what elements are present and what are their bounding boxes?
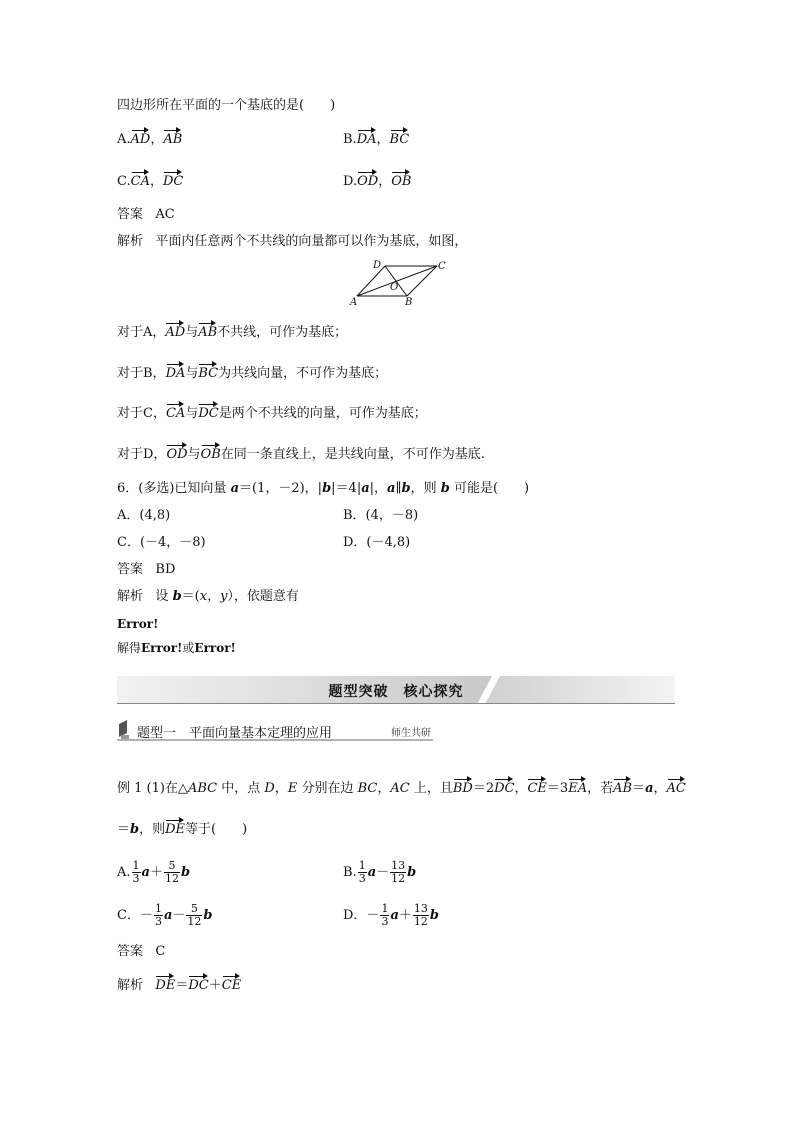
- analysis-line: [117, 234, 467, 250]
- q6-option-c: C．(－4，－8): [117, 535, 206, 550]
- point-label-d: D: [373, 260, 382, 271]
- question-6-stem: 6．(多选)已知向量 a＝(1，－2)，|b|＝4|a|，a∥b，则 b 可能是( ): [117, 481, 530, 496]
- q6-analysis-line: 解析 设 b＝(x，y），依题意有: [117, 589, 299, 604]
- analysis-item-d: 对于D，OD与OB在同一条直线上，是共线向量，不可作为基底.: [117, 447, 485, 462]
- option-c: C.CA，DC: [117, 174, 184, 189]
- subsection-header: [117, 719, 433, 741]
- point-label-c: C: [438, 261, 446, 272]
- q6-answer-line: 答案 BD: [117, 562, 176, 577]
- example-stem-line-2: ＝b，则DE等于( ): [117, 822, 248, 837]
- edge-bc: [407, 266, 437, 296]
- point-label-o: O: [390, 282, 399, 293]
- q6-option-b: B．(4，－8): [343, 508, 419, 523]
- example-option-c: C．－ $\frac{1}{3}$ a－ $\frac{5}{12}$ b: [117, 902, 213, 928]
- q6-option-d: D．(－4,8): [343, 535, 411, 550]
- option-d: D.OD，OB: [343, 174, 412, 189]
- example-option-d: D．－ $\frac{1}{3}$ a＋ $\frac{13}{12}$ b: [343, 902, 439, 928]
- answer-line: [117, 207, 175, 223]
- banner-title: 题型突破 核心探究: [328, 684, 464, 700]
- option-a: A.AD，AB: [117, 132, 183, 147]
- example-stem-line-1: 例 1 (1)在△ABC 中，点 D，E 分别在边 BC，AC 上，且BD＝2DC，CE＝3EA，若AB＝a，AC: [117, 781, 686, 796]
- option-b: B.DA，BC: [343, 132, 410, 147]
- example-option-b: B. $\frac{1}{3}$ a－ $\frac{13}{12}$ b: [343, 859, 417, 885]
- q6-option-a: A．(4,8): [117, 508, 171, 523]
- analysis-item-b: 对于B，DA与BC为共线向量，不可作为基底；: [117, 366, 388, 381]
- solution-line: 解得Error!或Error!: [117, 641, 236, 655]
- answer-label: 答案: [117, 207, 144, 222]
- error-placeholder: Error!: [117, 617, 159, 631]
- subsection-tag: 师生共研: [391, 728, 431, 739]
- answer-value: AC: [155, 207, 175, 222]
- example-answer-line: 答案 C: [117, 944, 166, 959]
- parallelogram-figure: [345, 258, 450, 308]
- analysis-item-c: 对于C，CA与DC是两个不共线的向量，可作为基底；: [117, 406, 427, 421]
- subsection-title: 题型一 平面向量基本定理的应用: [137, 726, 333, 741]
- question-stem: 四边形所在平面的一个基底的是( ): [117, 98, 336, 113]
- analysis-text: 平面内任意两个不共线的向量都可以作为基底，如图，: [155, 234, 468, 249]
- example-option-a: A. $\frac{1}{3}$ a＋ $\frac{5}{12}$ b: [117, 859, 191, 885]
- section-banner: [117, 676, 675, 704]
- tab-marker-icon: [119, 720, 127, 737]
- example-analysis-line: 解析 DE＝DC＋CE: [117, 978, 242, 993]
- analysis-label: 解析: [117, 234, 144, 249]
- analysis-item-a: 对于A，AD与AB不共线，可作为基底；: [117, 325, 348, 340]
- point-label-b: B: [405, 297, 413, 308]
- point-label-a: A: [350, 297, 358, 308]
